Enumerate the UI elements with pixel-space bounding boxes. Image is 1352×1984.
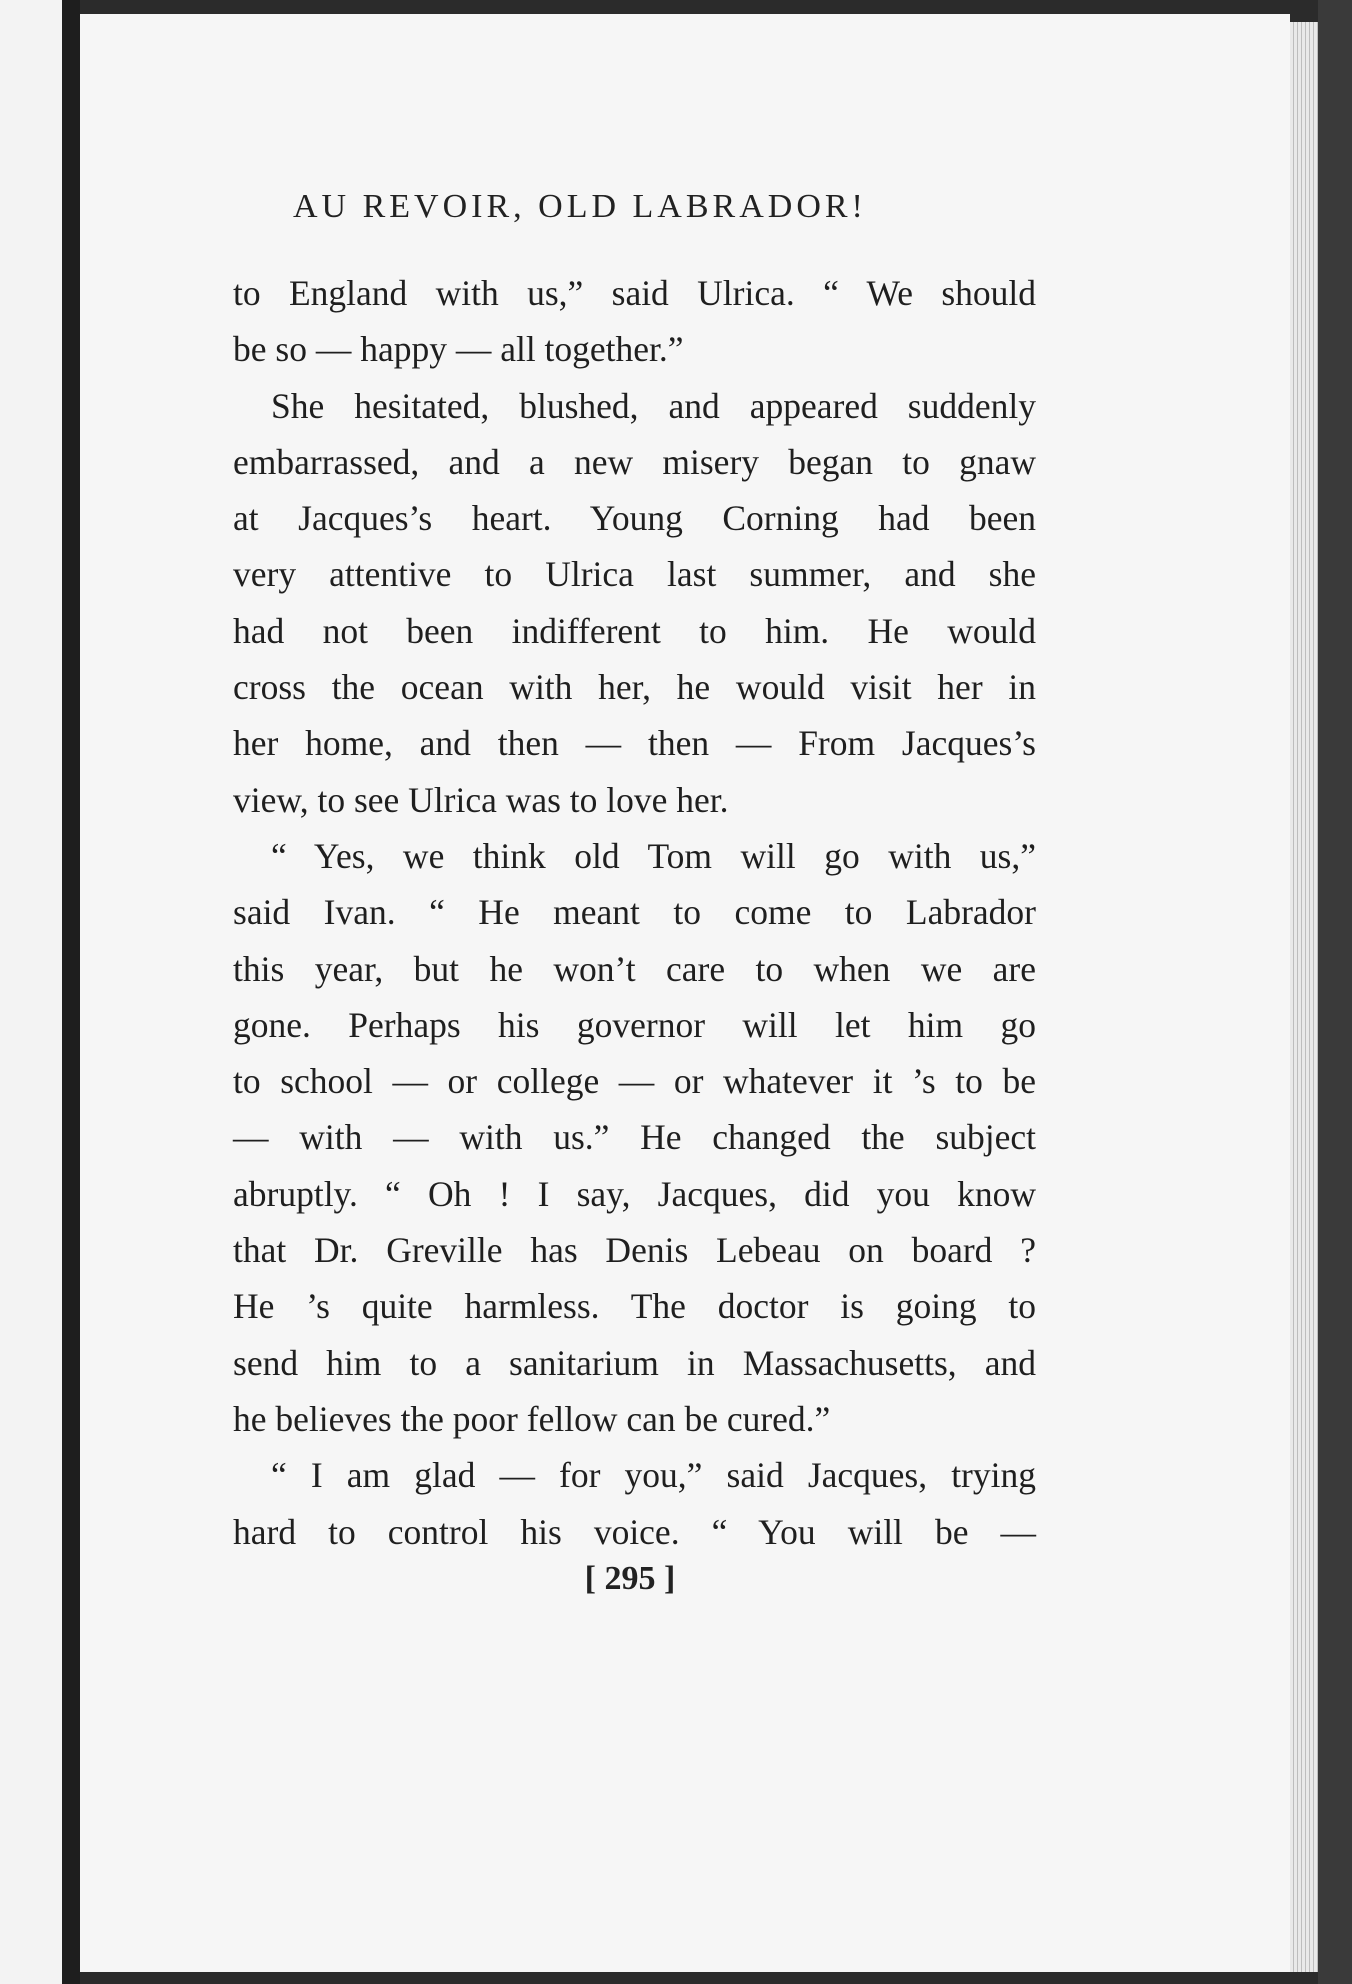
text-line: her home, and then — then — From Jacques’s [233,723,1036,764]
previous-page-edge [0,0,63,1984]
text-line: be so — happy — all together.” [233,329,684,370]
text-line: embarrassed, and a new misery began to gnaw [233,441,1036,482]
text-line: — with — with us.” He changed the subject [233,1117,1036,1158]
text-line: to school — or college — or whatever it ’s to be [233,1061,1036,1102]
text-line: he believes the poor fellow can be cured.” [233,1398,831,1439]
text-line: send him to a sanitarium in Massachusetts, and [233,1342,1036,1383]
running-head: AU REVOIR, OLD LABRADOR! [293,188,867,225]
book-binding [62,0,80,1984]
text-line: to England with us,” said Ulrica. “ We should [233,273,1036,313]
page-edges [1290,22,1318,1972]
text-line: abruptly. “ Oh ! I say, Jacques, did you know [233,1173,1036,1214]
text-line: She hesitated, blushed, and appeared suddenly [271,385,1036,426]
text-line: “ Yes, we think old Tom will go with us,” [271,835,1036,876]
body-text [233,265,1036,1560]
text-line: “ I am glad — for you,” said Jacques, trying [271,1455,1036,1496]
text-line: He ’s quite harmless. The doctor is going to [233,1286,1036,1327]
text-line: very attentive to Ulrica last summer, and she [233,554,1036,595]
text-line: had not been indifferent to him. He would [233,610,1036,651]
text-line: at Jacques’s heart. Young Corning had been [233,498,1036,539]
text-line: hard to control his voice. “ You will be — [233,1511,1036,1552]
text-line: cross the ocean with her, he would visit her in [233,667,1036,708]
book-cover-edge [1318,0,1352,1984]
text-line: this year, but he won’t care to when we are [233,948,1036,989]
text-line: view, to see Ulrica was to love her. [233,779,729,820]
text-line: gone. Perhaps his governor will let him go [233,1004,1036,1045]
page-number: [ 295 ] [584,1560,676,1597]
text-line: that Dr. Greville has Denis Lebeau on board ? [233,1230,1036,1271]
text-line: said Ivan. “ He meant to come to Labrador [233,892,1036,933]
